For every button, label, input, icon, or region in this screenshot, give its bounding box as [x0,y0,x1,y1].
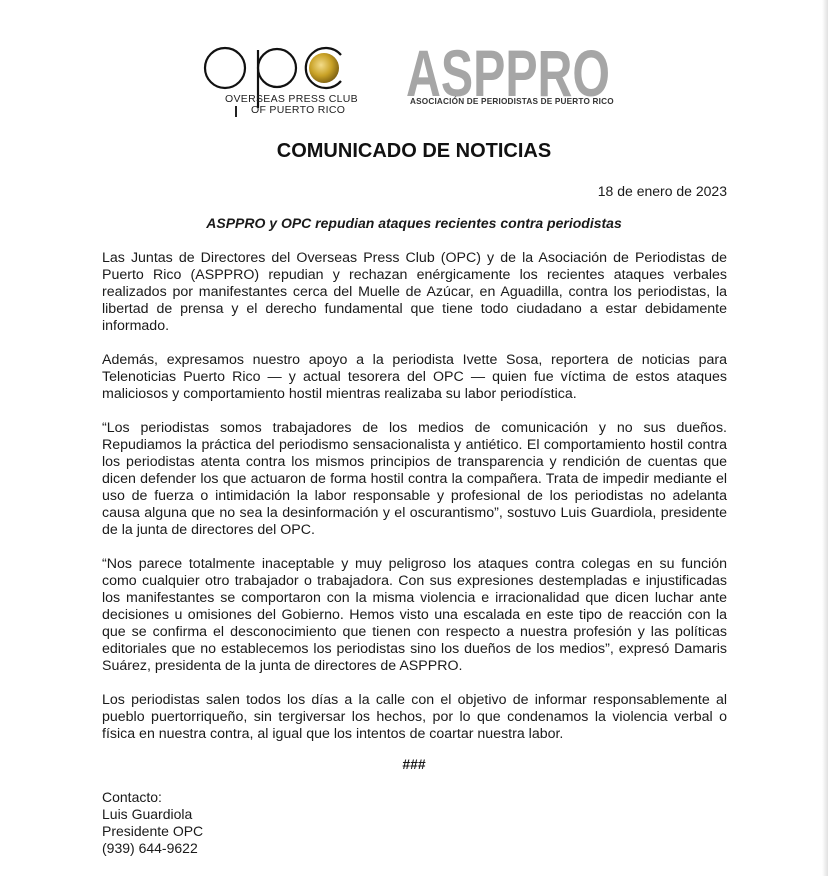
document-body [102,250,727,743]
paragraph-3: “Los periodistas somos trabajadores de los medios de comunicación y no sus dueños. Repudiamos la práctica del periodismo sensacionalista y antiético. El comportamiento hostil contra los periodistas atenta contra los mismos principios de transparencia y rendición de cuentas que dicen defender los que actuaron de forma hostil contra la compañera. Trata de impedir mediante el uso de fuerza o intimidación la labor responsable y profesional de los periodistas no adelanta causa alguna que no sea la desinformación y el oscurantismo”, sostuvo Luis Guardiola, presidente de la junta de directores del OPC. [102,420,727,538]
opc-divider-bar [235,106,237,117]
asppro-logo [404,40,612,100]
page-edge-shadow [822,0,828,876]
document-date: 18 de enero de 2023 [597,183,727,199]
contact-name: Luis Guardiola [102,806,193,822]
paragraph-2: Además, expresamos nuestro apoyo a la periodista Ivette Sosa, reportera de noticias para Telenoticias Puerto Rico — y actual tesorera del OPC — quien fue víctima de estos ataques maliciosos y comportamiento hostil mientras realizaba su labor periodística. [102,352,727,402]
asppro-subtitle: ASOCIACIÓN DE PERIODISTAS DE PUERTO RICO [410,97,614,106]
opc-tagline [225,94,358,116]
document-title: COMUNICADO DE NOTICIAS [276,140,552,162]
paragraph-1: Las Juntas de Directores del Overseas Press Club (OPC) y de la Asociación de Periodistas de Puerto Rico (ASPPRO) repudian y rechazan enérgicamente los recientes ataques verbales realizados por manifestantes cerca del Muelle de Azúcar, en Aguadilla, contra los periodistas, la libertad de prensa y el derecho fundamental que tiene todo ciudadano a estar debidamente informado. [102,250,727,334]
opc-tagline-line1: OVERSEAS PRESS CLUB [225,93,358,105]
document-headline: ASPPRO y OPC repudian ataques recientes contra periodistas [206,215,622,231]
opc-tagline-line2: OF PUERTO RICO [251,104,346,116]
paragraph-5: Los periodistas salen todos los días a la calle con el objetivo de informar responsablemente al pueblo puertorriqueño, sin tergiversar los hechos, por lo que condenamos la violencia verbal o física en nuestra contra, al igual que los intentos de coartar nuestra labor. [102,692,727,742]
contact-label: Contacto: [102,789,162,805]
svg-text:ASPPRO: ASPPRO [406,40,610,100]
contact-block [102,789,203,857]
end-separator: ### [402,756,426,772]
contact-role: Presidente OPC [102,823,204,839]
paragraph-4: “Nos parece totalmente inaceptable y muy peligroso los ataques contra colegas en su función como cualquier otro trabajador o trabajadora. Con sus expresiones destempladas e injustificadas los manifestantes se comportaron con la misma violencia e irracionalidad que dicen luchar ante decisiones u omisiones del Gobierno. Hemos visto una escalada en este tipo de reacción con la que se confirma el desconocimiento que tienen con respecto a nuestra profesión y las políticas editoriales que no establecemos los periodistas sino los dueños de los medios”, expresó Damaris Suárez, presidenta de la junta de directores de ASPPRO. [102,556,727,674]
contact-phone: (939) 644-9622 [102,840,198,856]
